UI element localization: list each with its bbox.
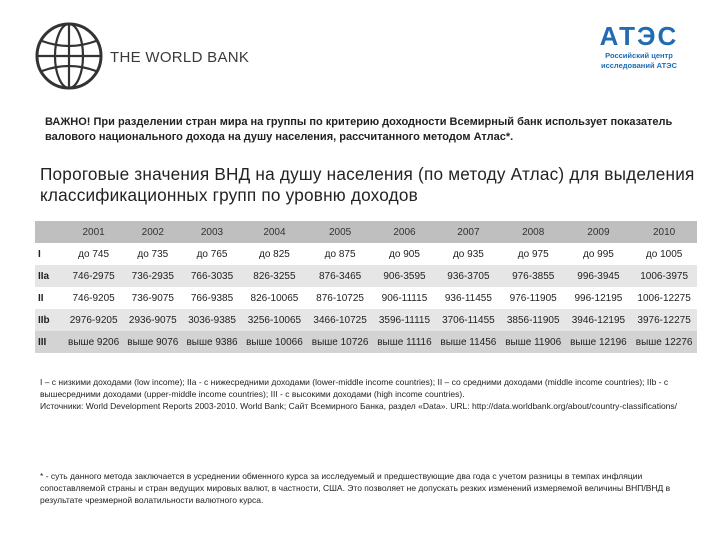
table-cell: выше 10066: [246, 336, 303, 348]
group-label: IIa: [38, 270, 50, 282]
table-cell: 1006-12275: [637, 292, 691, 304]
partner-logo-block: [584, 21, 694, 71]
table-cell: 936-11455: [444, 292, 492, 304]
table-cell: 826-3255: [253, 270, 296, 282]
partner-logo: АТЭС: [599, 21, 679, 51]
table-cell: 3256-10065: [247, 314, 302, 326]
table-cell: 3976-12275: [637, 314, 691, 326]
year-header: 2008: [522, 226, 545, 238]
year-header: 2009: [587, 226, 610, 238]
year-header: 2002: [141, 226, 164, 238]
table-cell: 3596-11115: [378, 314, 431, 326]
world-bank-globe-logo: [34, 21, 104, 91]
important-label: ВАЖНО!: [45, 116, 91, 128]
group-label: I: [38, 248, 41, 260]
table-cell: выше 10726: [311, 336, 369, 348]
table-cell: до 1005: [645, 248, 683, 260]
table-cell: 746-9205: [72, 292, 115, 304]
table-cell: 936-3705: [447, 270, 490, 282]
table-cell: до 745: [78, 248, 110, 260]
table-cell: 826-10065: [250, 292, 299, 304]
year-header: 2010: [653, 226, 676, 238]
page-title: Пороговые значения ВНД на душу населения (по методу Атлас) для выделения классификационных групп по уровню доходов: [40, 164, 695, 205]
important-notice: [45, 115, 695, 145]
table-cell: 3706-11455: [442, 314, 495, 326]
group-label: IIb: [38, 314, 50, 326]
year-header: 2005: [328, 226, 352, 238]
table-cell: 906-11115: [381, 292, 428, 304]
threshold-table: [35, 221, 697, 353]
year-header: 2007: [457, 226, 480, 238]
table-header-row: [35, 221, 697, 243]
table-cell: до 735: [137, 248, 169, 260]
table-cell: 996-3945: [577, 270, 620, 282]
table-cell: 2936-9075: [128, 314, 177, 326]
table-cell: до 995: [582, 248, 614, 260]
important-text: При разделении стран мира на группы по критерию доходности Всемирный банк использует показатель валового национального дохода на душу населения, рассчитанного методом Атлас*.: [45, 116, 673, 143]
org-name: THE WORLD BANK: [110, 49, 250, 66]
year-header: 2006: [393, 226, 416, 238]
year-header: 2001: [82, 226, 105, 238]
partner-subtitle-1: Российский центр: [605, 51, 673, 60]
table-cell: 766-3035: [190, 270, 234, 282]
group-header: [35, 221, 64, 243]
table-cell: 3856-11905: [506, 314, 560, 326]
table-cell: выше 11906: [505, 336, 562, 348]
sources: Источники: World Development Reports 2003-2010. World Bank; Сайт Всемирного Банка, раздел «Data». URL: http://data.worldbank.org/about/country-classifications/: [40, 401, 678, 411]
table-cell: 976-11905: [509, 292, 557, 304]
table-cell: выше 9206: [68, 336, 120, 348]
table-row: [35, 331, 697, 353]
table-row: [35, 309, 697, 331]
table-cell: 766-9385: [190, 292, 234, 304]
table-cell: выше 12196: [570, 336, 627, 348]
year-header: 2003: [200, 226, 224, 238]
table-cell: 876-3465: [318, 270, 362, 282]
table-cell: до 975: [517, 248, 549, 260]
table-row: [35, 265, 697, 287]
table-cell: 2976-9205: [69, 314, 118, 326]
table-cell: 746-2975: [72, 270, 115, 282]
table-cell: до 905: [389, 248, 420, 260]
legend-block: [40, 376, 690, 412]
footnote: * - суть данного метода заключается в усреднении обменного курса за исследуемый и предшествующие два года с учетом разницы в темпах инфляции сопоставляемой страны и стран ведущих мировых валют, в частности, США. Это позволяет не допускать резких изменений измеряемой величины ВНП/ВНД в результате чрезмерной волатильности валютного курса.: [40, 471, 671, 505]
table-cell: 3036-9385: [188, 314, 236, 326]
table-cell: выше 11456: [440, 336, 497, 348]
group-label: II: [38, 292, 44, 304]
year-header: 2004: [263, 226, 286, 238]
table-cell: 3946-12195: [571, 314, 626, 326]
table-cell: 1006-3975: [640, 270, 689, 282]
table-cell: выше 9386: [186, 336, 238, 348]
group-legend: I – с низкими доходами (low income); IIa - с нижесредними доходами (lower-middle income countries); II – со средними доходами (middle income countries); IIb - с вышесредними доходами (upper-middle income countries); III - с высокими доходами (high income countries).: [40, 377, 669, 399]
table-cell: 3466-10725: [313, 314, 367, 326]
table-cell: выше 11116: [377, 336, 432, 348]
table-cell: 996-12195: [574, 292, 623, 304]
table-cell: до 935: [452, 248, 484, 260]
partner-subtitle-2: исследований АТЭС: [600, 61, 678, 70]
table-cell: до 875: [324, 248, 356, 260]
table-cell: 736-9075: [131, 292, 174, 304]
table-cell: 736-2935: [131, 270, 174, 282]
table-cell: выше 9076: [127, 336, 179, 348]
table-cell: выше 12276: [635, 336, 693, 348]
table-cell: до 825: [259, 248, 290, 260]
table-cell: 976-3855: [512, 270, 555, 282]
table-cell: 876-10725: [316, 292, 364, 304]
table-cell: 906-3595: [383, 270, 426, 282]
table-row: [35, 243, 697, 265]
table-cell: до 765: [196, 248, 228, 260]
table-row: [35, 287, 697, 309]
group-label: III: [38, 336, 47, 348]
